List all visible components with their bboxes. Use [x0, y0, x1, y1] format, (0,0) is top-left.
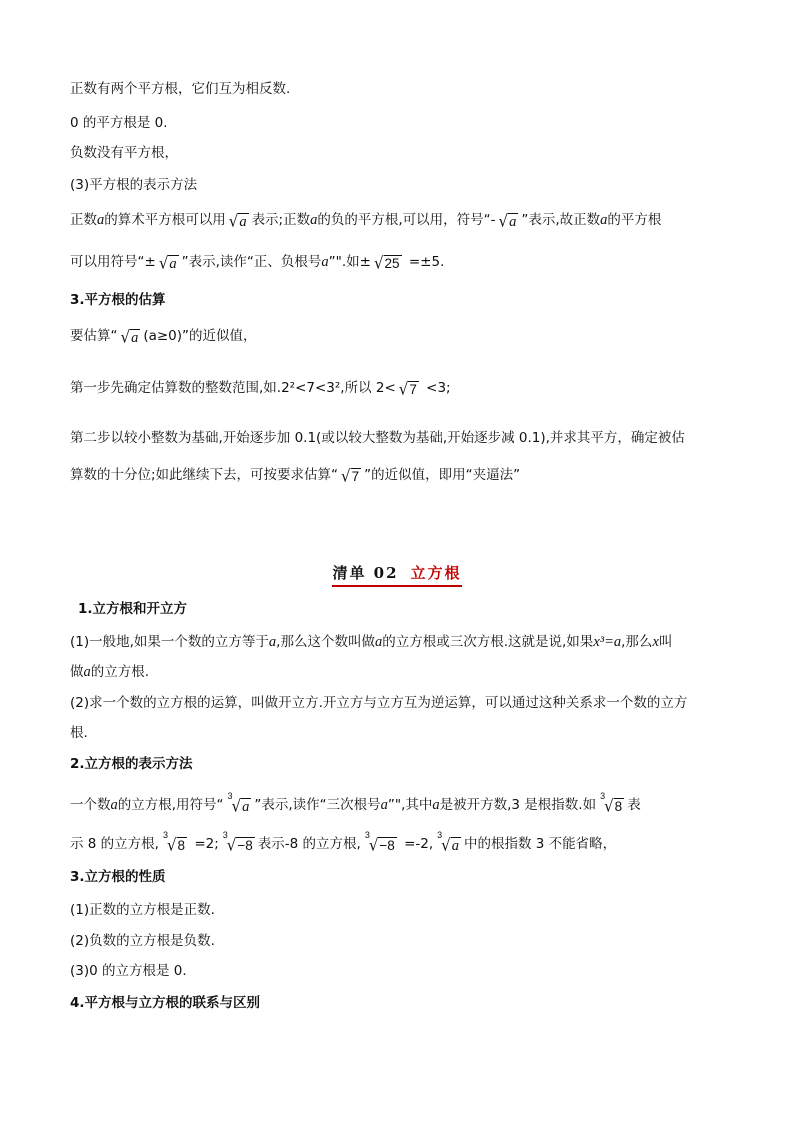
text-line-cube-root-operation-cont: [70, 723, 88, 743]
heading-list-number: 清单 02: [332, 564, 399, 582]
radical-sign-icon: √: [226, 835, 237, 855]
text-line-plus-minus: [70, 252, 444, 274]
var-a: a: [374, 634, 383, 650]
text: 正数: [70, 212, 97, 228]
sqrt-a: [499, 211, 519, 232]
text: 表: [627, 797, 641, 813]
text: 示 8 的立方根,: [70, 836, 159, 852]
line-text: 2.立方根的表示方法: [70, 756, 193, 772]
var-a: a: [380, 797, 388, 813]
line-text: 第二步以较小整数为基础,开始逐步加 0.1(或以较大整数为基础,开始逐步减 0.1),并求其平方，确定被估: [70, 430, 685, 446]
radicand: 25: [384, 256, 400, 271]
line-text: 根.: [70, 725, 88, 741]
radical-sign-icon: √: [398, 379, 409, 399]
var-a: a: [83, 664, 91, 680]
text-line-property-negative: [70, 931, 215, 951]
line-text: 负数没有平方根，: [70, 145, 178, 161]
cbrt-neg-8: [364, 830, 397, 856]
equation: x³=a: [593, 634, 622, 650]
text-line-cube-root-def-cont: [70, 662, 149, 682]
radicand: 7: [351, 469, 360, 484]
radicand: 8: [177, 838, 186, 853]
line-text: 3.立方根的性质: [70, 869, 166, 885]
text-line-estimation-title: [70, 290, 166, 310]
line-text: (2)求一个数的立方根的运算，叫做开立方.开立方与立方互为逆运算，可以通过这种关系求一个数的立方: [70, 695, 688, 711]
text: ”表示,读作“三次根号: [254, 797, 381, 813]
radical-sign-icon: √: [604, 796, 614, 816]
radicand: 8: [614, 799, 623, 814]
text: (a≥0)”的近似值，: [143, 328, 257, 344]
heading-underline: [332, 562, 461, 587]
text: 表示;正数: [251, 212, 311, 228]
text: ,那么这个数叫做: [276, 634, 375, 650]
radicand: a: [509, 214, 517, 230]
text: 表示-8 的立方根,: [257, 836, 361, 852]
root-index: 3: [437, 830, 443, 840]
var-a: a: [432, 797, 440, 813]
cbrt-neg-8: [222, 830, 255, 856]
line-text: 正数有两个平方根，它们互为相反数.: [70, 81, 291, 97]
var-x: x: [652, 634, 659, 650]
text: ,那么: [621, 634, 653, 650]
text-line-notation-desc: [70, 210, 661, 232]
text: ”".如±: [328, 254, 371, 270]
text-line-cube-examples: [70, 830, 617, 856]
text-line-step-two: [70, 428, 685, 448]
text: =±5.: [404, 254, 445, 270]
text: ”表示,故正数: [521, 212, 601, 228]
heading-title: 立方根: [410, 564, 462, 582]
text-line-notation-title: [70, 175, 197, 195]
line-text: 4.平方根与立方根的联系与区别: [70, 995, 261, 1011]
text: 是被开方数,3 是根指数.如: [439, 797, 597, 813]
text: 的负的平方根,可以用，符号“-: [317, 212, 496, 228]
root-index: 3: [600, 791, 606, 801]
text-line-property-zero: [70, 961, 187, 981]
text: <3;: [421, 380, 451, 396]
text-line-cube-root-title: [78, 599, 187, 619]
text: ”的近似值，即用“夹逼法”: [364, 467, 521, 483]
radical-sign-icon: √: [441, 835, 451, 855]
line-text: (1)正数的立方根是正数.: [70, 902, 215, 918]
text: 的平方根: [607, 212, 662, 228]
var-a: a: [97, 212, 105, 228]
radical-sign-icon: √: [166, 835, 177, 855]
line-text: (3)0 的立方根是 0.: [70, 963, 187, 979]
text: ”表示,读作“正、负根号: [181, 254, 322, 270]
text-line-compare-title: [70, 993, 260, 1013]
radicand: a: [169, 256, 177, 272]
text-line-step-one: [70, 378, 451, 400]
text: ”",其中: [387, 797, 433, 813]
sqrt-7: [399, 379, 419, 400]
radicand: a: [242, 799, 250, 815]
root-index: 3: [162, 830, 168, 840]
text: =-2,: [399, 836, 434, 852]
text-line-property-positive: [70, 900, 215, 920]
section-heading: [0, 562, 794, 587]
text: 第一步先确定估算数的整数范围,如.2²<7<3²,所以 2<: [70, 380, 396, 396]
radical-sign-icon: √: [368, 835, 379, 855]
radicand: −8: [379, 838, 395, 853]
var-a: a: [110, 797, 118, 813]
sqrt-7: [341, 466, 361, 487]
var-a: a: [321, 254, 329, 270]
sqrt-a: [121, 327, 141, 348]
radical-sign-icon: √: [341, 466, 351, 486]
text: =2;: [190, 836, 219, 852]
root-index: 3: [222, 830, 228, 840]
line-text: 3.平方根的估算: [70, 292, 166, 308]
text: 要估算“: [70, 328, 118, 344]
text-line-cube-root-def: [70, 632, 672, 652]
text-line-estimate-sqrt: [70, 326, 257, 348]
line-text: 0 的平方根是 0.: [70, 115, 168, 131]
root-index: 3: [364, 830, 370, 840]
sqrt-25: [374, 253, 402, 274]
text: 的立方根或三次方根.这就是说,如果: [382, 634, 594, 650]
radical-sign-icon: √: [373, 253, 384, 273]
line-text: (2)负数的立方根是负数.: [70, 933, 215, 949]
cbrt-8: [600, 791, 624, 817]
root-index: 3: [227, 791, 233, 801]
line-text: (3)平方根的表示方法: [70, 177, 198, 193]
cbrt-8: [162, 830, 187, 856]
text-line-cube-root-operation: [70, 693, 687, 713]
text: 一个数: [70, 797, 111, 813]
radical-sign-icon: √: [231, 796, 242, 816]
text: 的立方根.: [90, 664, 150, 680]
sqrt-a: [159, 253, 179, 274]
text-line-squeeze-method: [70, 465, 520, 487]
radical-sign-icon: √: [158, 253, 169, 273]
radicand: a: [451, 838, 459, 854]
radical-sign-icon: √: [498, 211, 509, 231]
text: 做: [70, 664, 84, 680]
text: 可以用符号“±: [70, 254, 156, 270]
text-line-cube-notation-desc: [70, 791, 641, 817]
text-line-zero-root: [70, 113, 168, 133]
sqrt-a: [229, 211, 249, 232]
text-line-cube-properties-title: [70, 867, 166, 887]
radicand: a: [131, 330, 139, 346]
cbrt-a: [227, 791, 252, 817]
cbrt-a: [437, 830, 461, 856]
text-line-positive-two-roots: [70, 79, 290, 99]
radicand: 7: [409, 382, 417, 397]
var-a: a: [600, 212, 608, 228]
text: 的立方根,用符号“: [117, 797, 224, 813]
radicand: −8: [237, 838, 253, 853]
text: 算数的十分位;如此继续下去，可按要求估算“: [70, 467, 339, 483]
radical-sign-icon: √: [228, 211, 239, 231]
text: 的算术平方根可以用: [104, 212, 226, 228]
text: 中的根指数 3 不能省略，: [463, 836, 617, 852]
text: 叫: [658, 634, 673, 650]
text-line-cube-notation-title: [70, 754, 193, 774]
line-text: 1.立方根和开立方: [78, 601, 188, 617]
text: (1)一般地,如果一个数的立方等于: [70, 634, 269, 650]
var-a: a: [268, 634, 277, 650]
var-a: a: [310, 212, 318, 228]
radicand: a: [239, 214, 247, 230]
text-line-negative-no-root: [70, 143, 178, 163]
radical-sign-icon: √: [120, 327, 131, 347]
